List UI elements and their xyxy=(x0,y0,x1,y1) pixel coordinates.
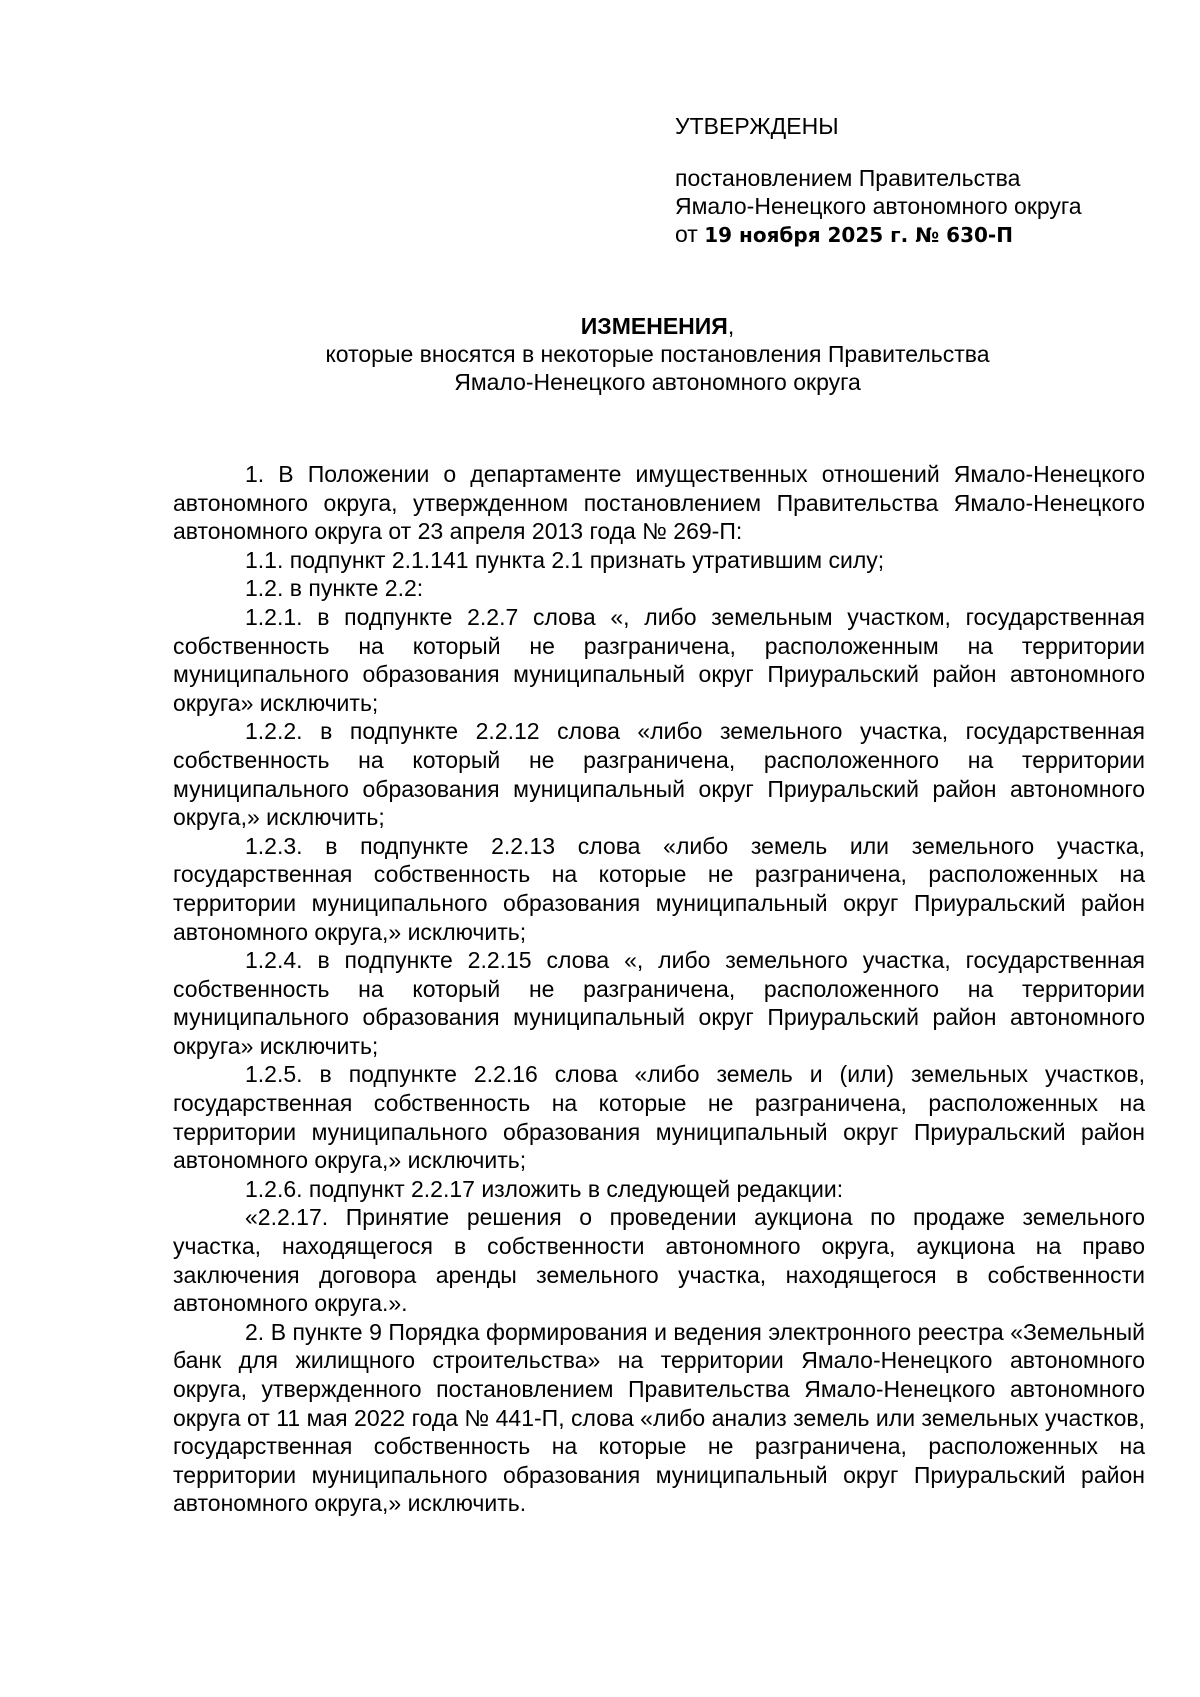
paragraph-2-2-17-quote: «2.2.17. Принятие решения о проведении аукциона по продаже земельного участка, находящегося в собственности автономного округа, аукциона на право заключения договора аренды земельного участка, находящегося в собственности автономного округа.». xyxy=(173,1204,1145,1317)
document-title: ИЗМЕНЕНИЯ xyxy=(580,313,728,339)
approval-line-region: Ямало-Ненецкого автономного округа xyxy=(675,193,1082,219)
document-subtitle-line-2: Ямало-Ненецкого автономного округа xyxy=(454,369,861,395)
paragraph-2: 2. В пункте 9 Порядка формирования и ведения электронного реестра «Земельный банк для жилищного строительства» на территории Ямало-Ненецкого автономного округа, утвержденного постановлением Правительства Ямало-Ненецкого автономного округа от 11 мая 2022 года № 441-П, слова «либо анализ земель или земельных участков, государственная собственность на которые не разграничена, расположенных на территории муниципального образования муниципальный округ Приуральский район автономного округа,» исключить. xyxy=(173,1318,1145,1517)
approval-block xyxy=(675,112,1155,249)
document-heading xyxy=(170,312,1145,396)
approved-label: УТВЕРЖДЕНЫ xyxy=(675,113,839,139)
paragraph-1-2-2: 1.2.2. в подпункте 2.2.12 слова «либо земельного участка, государственная собственность на который не разграничена, расположенного на территории муниципального образования муниципальный округ Приуральский район автономного округа,» исключить; xyxy=(173,718,1145,831)
paragraph-1-2-1: 1.2.1. в подпункте 2.2.7 слова «, либо земельным участком, государственная собственность на который не разграничена, расположенным на территории муниципального образования муниципальный округ Приуральский район автономного округа» исключить; xyxy=(173,603,1145,716)
document-title-suffix: , xyxy=(727,313,735,339)
paragraph-1-2-4: 1.2.4. в подпункте 2.2.15 слова «, либо земельного участка, государственная собственность на который не разграничена, расположенного на территории муниципального образования муниципальный округ Приуральский район автономного округа» исключить; xyxy=(173,947,1145,1059)
paragraph-1-2-3: 1.2.3. в подпункте 2.2.13 слова «либо земель или земельного участка, государственная собственность на которые не разграничена, расположенных на территории муниципального образования муниципальный округ Приуральский район автономного округа,» исключить; xyxy=(173,832,1145,945)
paragraph-1-2-5: 1.2.5. в подпункте 2.2.16 слова «либо земель и (или) земельных участков, государственная собственность на которые не разграничена, расположенных на территории муниципального образования муниципальный округ Приуральский район автономного округа,» исключить; xyxy=(173,1061,1145,1174)
paragraph-1: 1. В Положении о департаменте имущественных отношений Ямало-Ненецкого автономного округа, утвержденном постановлением Правительства Ямало-Ненецкого автономного округа от 23 апреля 2013 года № 269-П: xyxy=(173,461,1145,545)
approval-date-prefix: от xyxy=(675,221,698,247)
paragraph-1-1: 1.1. подпункт 2.1.141 пункта 2.1 признать утратившим силу; xyxy=(245,546,885,573)
approval-date-number: 19 ноября 2025 г. № 630-П xyxy=(704,223,1013,247)
document-title-line xyxy=(170,312,1145,340)
paragraph-1-2-6: 1.2.6. подпункт 2.2.17 изложить в следующей редакции: xyxy=(245,1175,844,1202)
approval-line-resolution: постановлением Правительства xyxy=(675,165,1021,191)
document-body xyxy=(173,460,1145,1518)
paragraph-1-2: 1.2. в пункте 2.2: xyxy=(245,575,424,602)
document-subtitle-line-1: которые вносятся в некоторые постановления Правительства xyxy=(325,341,990,367)
approval-date-line xyxy=(675,220,1155,249)
